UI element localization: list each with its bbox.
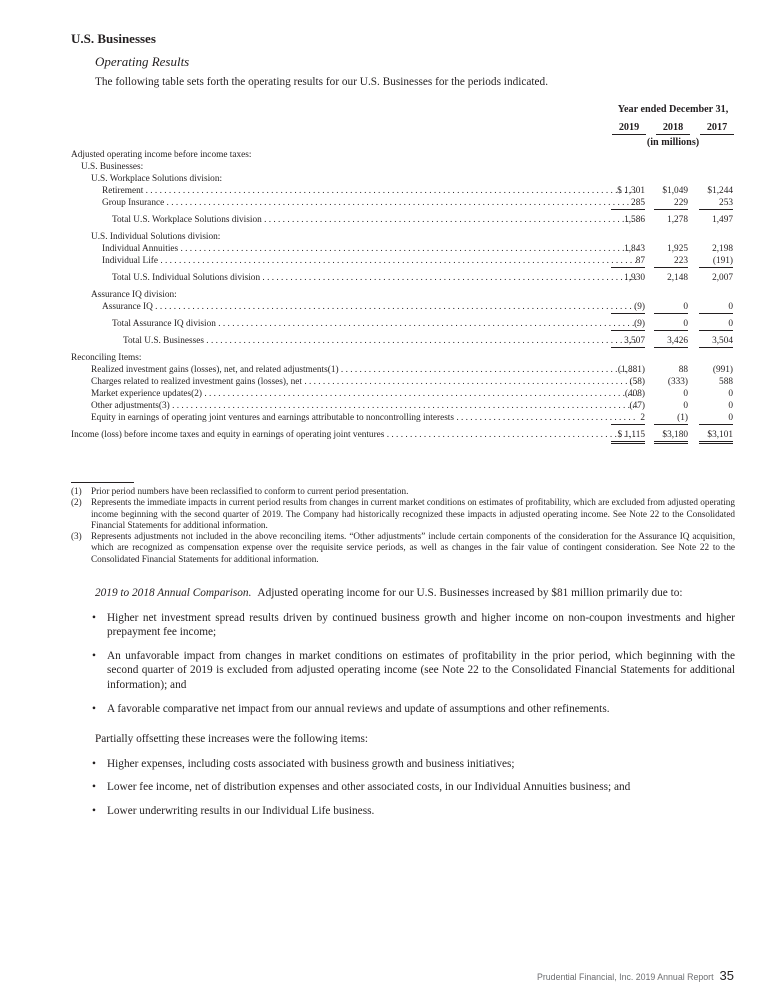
list-item: • Lower underwriting results in our Individual Life business. [92, 804, 375, 817]
table-row [71, 412, 735, 424]
table-section-header [71, 149, 735, 161]
row-label: Total Assurance IQ division . . . [112, 318, 638, 330]
row-label: Individual Life . . . [102, 255, 638, 267]
cell-2019: (1,881) [617, 365, 645, 375]
cell-2017: (991) [712, 365, 733, 375]
table-row [71, 429, 735, 441]
period-header: Year ended December 31, [617, 104, 729, 115]
cell-2018: 3,426 [654, 335, 688, 348]
offset-paragraph: Partially offsetting these increases were the following items: [95, 733, 369, 746]
footnote: (1) Prior period numbers have been reclassified to conform to current period presentation. [71, 486, 409, 496]
table-row [71, 388, 735, 400]
cell-2019: 1,930 [624, 273, 645, 283]
cell-2018: 229 [654, 197, 688, 210]
operating-results-table [71, 149, 735, 441]
cell-2019: $ 1,301 [617, 186, 645, 196]
row-label: Group Insurance . . . [102, 197, 638, 209]
cell-2019: 285 [611, 197, 645, 210]
list-item: • Lower fee income, net of distribution expenses and other associated costs, in our Individual Annuities business; and [92, 781, 631, 794]
row-label: U.S. Workplace Solutions division: [91, 174, 223, 184]
row-label: Total U.S. Workplace Solutions division . . . [112, 214, 638, 226]
table-row [71, 301, 735, 313]
cell-2019: (58) [629, 377, 645, 387]
cell-2017: 2,007 [712, 273, 733, 283]
row-label: Assurance IQ division: [91, 290, 177, 300]
cell-2017: 253 [699, 197, 733, 210]
cell-2017: $1,244 [707, 186, 733, 196]
bullet-icon: • [92, 804, 96, 817]
table-section-header [71, 161, 735, 173]
cell-2018: 2,148 [667, 273, 688, 283]
cell-2017: 0 [699, 301, 733, 314]
row-label: Income (loss) before income taxes and equity in earnings of operating joint ventures . . . [71, 429, 638, 441]
cell-2018: (1) [654, 412, 688, 425]
row-label: Adjusted operating income before income taxes: [71, 150, 252, 160]
cell-2018: 0 [654, 301, 688, 314]
cell-2018: 1,278 [667, 215, 688, 225]
list-item: • Higher net investment spread results driven by continued business growth and higher income on non-coupon investments and higher prepayment fee income; [92, 611, 735, 639]
cell-2019: 1,843 [624, 244, 645, 254]
comparison-section [80, 586, 735, 828]
table-section-header [71, 352, 735, 364]
cell-2018: $3,180 [654, 429, 688, 444]
list-item: • Higher expenses, including costs associated with business growth and business initiatives; [92, 757, 515, 770]
year-2017-header: 2017 [700, 122, 734, 135]
footnote: (3) Represents adjustments not included in the above reconciling items. “Other adjustments” include certain components of the consideration for the Assurance IQ acquisition, which are recognized as compensation expense over the requisite service periods, as well as changes in the fair value of contingent consideration. See Note 22 to the Consolidated Financial Statements for additional information. [71, 531, 735, 564]
table-row [71, 255, 735, 267]
cell-2019: (9) [611, 301, 645, 314]
cell-2018: 223 [654, 255, 688, 268]
units-header: (in millions) [646, 137, 700, 148]
row-label: Assurance IQ . . . [102, 301, 638, 313]
table-row [71, 243, 735, 255]
bullet-icon: • [92, 649, 96, 662]
cell-2017: $3,101 [699, 429, 733, 444]
table-row [71, 376, 735, 388]
table-section-header [71, 231, 735, 243]
row-label: U.S. Individual Solutions division: [91, 232, 221, 242]
bullet-icon: • [92, 702, 96, 715]
table-row [71, 197, 735, 209]
page-number: 35 [719, 968, 734, 983]
bullet-icon: • [92, 611, 96, 624]
bullet-icon: • [92, 781, 96, 794]
row-label: Total U.S. Individual Solutions division . . . [112, 272, 638, 284]
row-label: Charges related to realized investment gains (losses), net . . . [91, 376, 638, 388]
intro-text: The following table sets forth the operating results for our U.S. Businesses for the periods indicated. [95, 76, 549, 88]
row-label: Reconciling Items: [71, 353, 142, 363]
comparison-lead: 2019 to 2018 Annual Comparison. [95, 587, 252, 599]
cell-2017: (191) [699, 255, 733, 268]
row-label: U.S. Businesses: [81, 162, 144, 172]
cell-2018: 0 [683, 401, 688, 411]
list-item: • An unfavorable impact from changes in market conditions on estimates of profitability in the prior period, which beginning with the second quarter of 2019 is excluded from adjusted operating income (see Note 22 to the Consolidated Financial Statements for additional information); and [92, 649, 735, 691]
row-label: Other adjustments(3) . . . [91, 400, 638, 412]
bullet-icon: • [92, 757, 96, 770]
table-section-header [71, 173, 735, 185]
cell-2017: 3,504 [699, 335, 733, 348]
cell-2017: 588 [719, 377, 733, 387]
cell-2019: $ 1,115 [611, 429, 645, 444]
row-label: Retirement . . . [102, 185, 638, 197]
row-label: Individual Annuities . . . [102, 243, 638, 255]
cell-2017: 2,198 [712, 244, 733, 254]
list-item: • A favorable comparative net impact from our annual reviews and update of assumptions and other refinements. [92, 702, 610, 715]
section-subtitle: Operating Results [95, 54, 190, 69]
cell-2018: 0 [683, 389, 688, 399]
cell-2017: 1,497 [712, 215, 733, 225]
cell-2017: 0 [699, 318, 733, 331]
table-row [71, 364, 735, 376]
cell-2019: (9) [611, 318, 645, 331]
cell-2019: (47) [629, 401, 645, 411]
footnote: (2) Represents the immediate impacts in current period results from changes in current market conditions on estimates of profitability, which are excluded from adjusted operating income beginning with the second quarter of 2019. The Company had historically recognized these impacts in adjusted operating income. See Note 22 to the Consolidated Financial Statements for additional information. [71, 497, 735, 530]
cell-2017: 0 [728, 401, 733, 411]
row-label: Market experience updates(2) . . . [91, 388, 638, 400]
cell-2018: 88 [678, 365, 688, 375]
year-2018-header: 2018 [656, 122, 690, 135]
table-row [71, 185, 735, 197]
cell-2019: (408) [624, 389, 645, 399]
table-row [71, 400, 735, 412]
footnote-rule [71, 482, 134, 483]
cell-2019: 87 [611, 255, 645, 268]
cell-2017: 0 [728, 389, 733, 399]
row-label: Equity in earnings of operating joint ventures and earnings attributable to noncontrolling interests . . . [91, 412, 638, 424]
cell-2019: 3,507 [611, 335, 645, 348]
table-row [71, 272, 735, 284]
table-row [71, 335, 735, 347]
table-row [71, 214, 735, 226]
section-title: U.S. Businesses [71, 31, 156, 46]
table-section-header [71, 289, 735, 301]
cell-2017: 0 [699, 412, 733, 425]
cell-2019: 2 [611, 412, 645, 425]
cell-2018: 1,925 [667, 244, 688, 254]
comparison-paragraph: 2019 to 2018 Annual Comparison. Adjusted operating income for our U.S. Businesses increased by $81 million primarily due to: [95, 587, 683, 599]
cell-2018: (333) [667, 377, 688, 387]
footer-text: Prudential Financial, Inc. 2019 Annual Report [536, 972, 714, 982]
cell-2018: 0 [654, 318, 688, 331]
row-label: Realized investment gains (losses), net, and related adjustments(1) . . . [91, 364, 638, 376]
cell-2018: $1,049 [662, 186, 688, 196]
footnotes [71, 486, 735, 565]
row-label: Total U.S. Businesses . . . [123, 335, 638, 347]
cell-2019: 1,586 [624, 215, 645, 225]
table-row [71, 318, 735, 330]
year-2019-header: 2019 [612, 122, 646, 135]
page-footer [537, 968, 734, 983]
